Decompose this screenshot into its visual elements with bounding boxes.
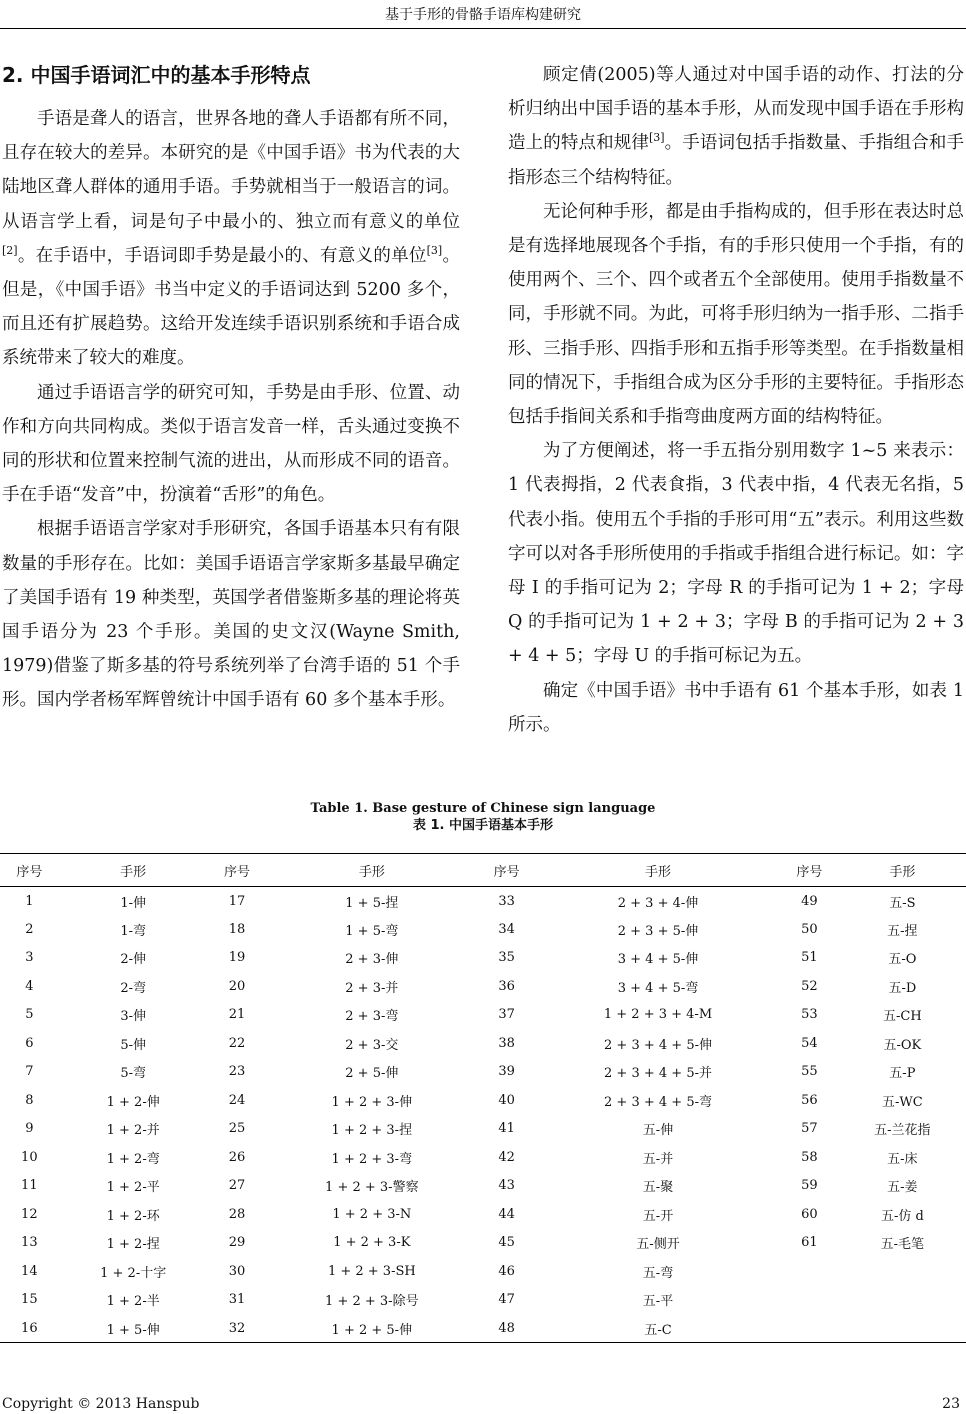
cell-handshape: 3-伸 xyxy=(120,1009,147,1025)
cell-handshape: 1 + 2 + 3-警察 xyxy=(325,1180,419,1196)
table-row xyxy=(0,887,966,916)
cell-index: 44 xyxy=(498,1206,515,1222)
header-handshape: 手形 xyxy=(120,864,147,880)
left-column xyxy=(2,58,460,718)
cell-handshape: 五-O xyxy=(888,952,917,968)
table-body xyxy=(0,887,966,1343)
cell-index: 45 xyxy=(498,1235,515,1251)
cell-index: 58 xyxy=(801,1149,818,1165)
cell-handshape: 1 + 2 + 3-伸 xyxy=(331,1094,413,1110)
cell-handshape: 五-捏 xyxy=(887,923,918,939)
cell-index: 43 xyxy=(498,1178,515,1194)
paragraph-text: 。手语词包括手指数量、手指组合和手指形态三个结构特征。 xyxy=(508,133,965,188)
cell-index: 41 xyxy=(498,1121,515,1137)
cell-handshape: 五-C xyxy=(644,1322,672,1338)
cell-handshape: 2 + 3 + 4-伸 xyxy=(617,895,699,911)
paragraph xyxy=(2,512,460,717)
cell-handshape: 1 + 2-捏 xyxy=(106,1237,160,1253)
paragraph-text: 手语是聋人的语言，世界各地的聋人手语都有所不同，且存在较大的差异。本研究的是《中国手语》书为代表的大陆地区聋人群体的通用手语。手势就相当于一般语言的词。从语言学上看，词是句子中最小的、独立而有意义的单位 xyxy=(2,109,460,232)
cell-handshape: 1 + 2 + 3-除号 xyxy=(325,1294,419,1310)
cell-handshape: 2-弯 xyxy=(120,980,147,996)
cell-handshape: 五-毛笔 xyxy=(880,1237,925,1253)
cell-index: 27 xyxy=(228,1178,246,1194)
cell-index: 61 xyxy=(801,1235,818,1251)
cell-handshape: 五-OK xyxy=(883,1037,922,1053)
cell-index: 3 xyxy=(25,950,34,966)
cell-handshape: 1 + 5-弯 xyxy=(345,923,399,939)
table-row xyxy=(0,1314,966,1343)
cell-index: 9 xyxy=(25,1121,34,1137)
cell-index: 12 xyxy=(21,1206,38,1222)
left-paragraphs xyxy=(2,102,460,718)
paragraph xyxy=(2,376,460,513)
cell-index: 57 xyxy=(801,1121,818,1137)
cell-handshape: 五-开 xyxy=(642,1208,674,1224)
header-handshape: 手形 xyxy=(645,864,672,880)
table-header-row xyxy=(0,854,966,887)
cell-handshape: 1 + 2 + 3-SH xyxy=(327,1263,416,1279)
cell-handshape: 五-兰花指 xyxy=(874,1123,931,1139)
cell-index: 38 xyxy=(498,1035,515,1051)
cell-index: 11 xyxy=(21,1178,38,1194)
cell-index: 7 xyxy=(25,1064,34,1080)
citation: [3] xyxy=(648,131,665,145)
cell-index: 8 xyxy=(25,1092,34,1108)
cell-handshape: 3 + 4 + 5-弯 xyxy=(617,980,699,996)
table-row xyxy=(0,1001,966,1030)
table-caption-zh: 表 1. 中国手语基本手形 xyxy=(412,818,554,833)
paragraph xyxy=(2,102,460,376)
cell-index: 51 xyxy=(801,950,818,966)
cell-index: 6 xyxy=(25,1035,34,1051)
cell-handshape: 1-弯 xyxy=(120,923,147,939)
table-row xyxy=(0,1086,966,1115)
cell-index: 14 xyxy=(21,1263,38,1279)
right-paragraphs xyxy=(508,58,964,742)
header-rule xyxy=(0,28,966,29)
cell-index: 35 xyxy=(498,950,515,966)
cell-handshape: 1 + 2-并 xyxy=(106,1123,160,1139)
cell-handshape: 2 + 3-伸 xyxy=(345,952,399,968)
cell-handshape: 2 + 3-交 xyxy=(345,1037,399,1053)
cell-index: 10 xyxy=(21,1149,38,1165)
cell-handshape: 1 + 5-捏 xyxy=(345,895,399,911)
cell-handshape: 五-S xyxy=(889,895,916,911)
cell-handshape: 1 + 2-环 xyxy=(106,1208,160,1224)
base-handshape-table xyxy=(0,853,966,1343)
cell-index: 47 xyxy=(498,1292,515,1308)
cell-handshape: 五-聚 xyxy=(642,1180,674,1196)
cell-handshape: 1 + 2 + 3-捏 xyxy=(331,1123,413,1139)
cell-handshape: 五-P xyxy=(889,1066,916,1082)
cell-index: 1 xyxy=(25,893,34,909)
cell-handshape: 1 + 2 + 3-弯 xyxy=(331,1151,413,1167)
cell-index: 17 xyxy=(228,893,246,909)
cell-index: 15 xyxy=(21,1292,38,1308)
cell-index: 24 xyxy=(228,1092,246,1108)
header-index: 序号 xyxy=(224,864,251,880)
cell-handshape: 五-仿 d xyxy=(880,1208,924,1224)
cell-handshape: 五-伸 xyxy=(642,1123,674,1139)
table-row xyxy=(0,1172,966,1201)
paragraph-text: 确定《中国手语》书中手语有 61 个基本手形，如表 1 所示。 xyxy=(508,680,964,735)
cell-handshape: 2 + 3 + 5-伸 xyxy=(617,923,699,939)
paragraph-text: 。但是，《中国手语》书当中定义的手语词达到 5200 多个，而且还有扩展趋势。这给开发连续手语识别系统和手语合成系统带来了较大的难度。 xyxy=(2,245,461,369)
section-title: 2. 中国手语词汇中的基本手形特点 xyxy=(2,63,311,87)
cell-handshape: 五-CH xyxy=(883,1009,922,1025)
cell-handshape: 3 + 4 + 5-伸 xyxy=(617,952,699,968)
cell-handshape: 5-伸 xyxy=(120,1037,147,1053)
cell-index: 19 xyxy=(228,950,246,966)
paragraph xyxy=(508,58,964,195)
cell-handshape: 1 + 2 + 3-N xyxy=(332,1206,412,1222)
table-row xyxy=(0,944,966,973)
cell-index: 31 xyxy=(228,1292,246,1308)
cell-index: 4 xyxy=(25,978,34,994)
table-row xyxy=(0,1200,966,1229)
paragraph-text: 无论何种手形，都是由手指构成的，但手形在表达时总是有选择地展现各个手指，有的手形只使用一个手指，有的使用两个、三个、四个或者五个全部使用。使用手指数量不同，手形就不同。为此，可将手形归纳为一指手形、二指手形、三指手形、四指手形和五指手形等类型。在手指数量相同的情况下，手指组合成为区分手形的主要特征。手指形态包括手指间关系和手指弯曲度两方面的结构特征。 xyxy=(508,201,964,428)
cell-index: 36 xyxy=(498,978,515,994)
cell-index: 48 xyxy=(498,1320,515,1336)
right-column xyxy=(508,58,964,742)
table-row xyxy=(0,1229,966,1258)
cell-index: 55 xyxy=(801,1064,818,1080)
citation: [2] xyxy=(2,243,18,257)
cell-handshape: 2 + 3 + 4 + 5-并 xyxy=(604,1066,712,1082)
cell-index: 49 xyxy=(801,893,818,909)
cell-index: 13 xyxy=(21,1235,38,1251)
cell-handshape: 5-弯 xyxy=(120,1066,147,1082)
header-index: 序号 xyxy=(493,864,520,880)
cell-handshape: 1 + 2 + 5-伸 xyxy=(331,1322,413,1338)
cell-index: 32 xyxy=(228,1320,246,1336)
cell-handshape: 五-并 xyxy=(642,1151,674,1167)
cell-index: 5 xyxy=(25,1007,34,1023)
cell-handshape: 1 + 2-弯 xyxy=(106,1151,160,1167)
cell-index: 16 xyxy=(21,1320,38,1336)
cell-index: 54 xyxy=(801,1035,818,1051)
cell-handshape: 五-平 xyxy=(642,1294,674,1310)
cell-handshape: 五-弯 xyxy=(642,1265,674,1281)
cell-handshape: 2 + 3 + 4 + 5-弯 xyxy=(604,1094,712,1110)
cell-index: 42 xyxy=(498,1149,515,1165)
cell-index: 22 xyxy=(228,1035,246,1051)
cell-index: 25 xyxy=(228,1121,246,1137)
page-number: 23 xyxy=(942,1396,960,1412)
table-row xyxy=(0,1257,966,1286)
cell-index xyxy=(780,1314,839,1343)
citation: [3] xyxy=(426,243,443,257)
paragraph xyxy=(508,195,964,434)
cell-index: 34 xyxy=(498,921,515,937)
cell-index: 40 xyxy=(498,1092,515,1108)
header-index: 序号 xyxy=(796,864,823,880)
cell-index: 52 xyxy=(801,978,818,994)
table-row xyxy=(0,1286,966,1315)
cell-handshape: 1-伸 xyxy=(120,895,147,911)
cell-handshape: 五-床 xyxy=(887,1151,918,1167)
cell-handshape xyxy=(839,1314,966,1343)
header-index: 序号 xyxy=(16,864,43,880)
cell-index: 18 xyxy=(228,921,246,937)
paragraph-text: 为了方便阐述，将一手五指分别用数字 1~5 来表示：1 代表拇指，2 代表食指，3 代表中指，4 代表无名指，5 代表小指。使用五个手指的手形可用“五”表示。利用这些数字可以对各手形所使用的手指或手指组合进行标记。如：字母 I 的手指可记为 2；字母 R 的手指可记为 1 + 2；字母 Q 的手指可记为 1 + 2 + 3；字母 B 的手指可记为 2 + 3 + 4 + 5；字母 U 的手指可标记为五。 xyxy=(508,441,964,667)
cell-index: 46 xyxy=(498,1263,515,1279)
cell-index: 29 xyxy=(228,1235,246,1251)
cell-index: 37 xyxy=(498,1007,515,1023)
cell-handshape: 五-姜 xyxy=(887,1180,918,1196)
header-handshape: 手形 xyxy=(889,864,916,880)
table-row xyxy=(0,1115,966,1144)
cell-handshape: 1 + 2 + 3 + 4-M xyxy=(603,1007,713,1023)
cell-handshape xyxy=(839,1286,966,1315)
paragraph-text: 顾定倩(2005)等人通过对中国手语的动作、打法的分析归纳出中国手语的基本手形，从而发现中国手语在手形构造上的特点和规律 xyxy=(508,65,964,154)
header-handshape: 手形 xyxy=(358,864,385,880)
cell-index: 59 xyxy=(801,1178,818,1194)
cell-handshape: 五-WC xyxy=(882,1094,923,1110)
cell-handshape: 2-伸 xyxy=(120,952,147,968)
table-row xyxy=(0,1029,966,1058)
cell-handshape: 五-D xyxy=(888,980,917,996)
cell-index: 56 xyxy=(801,1092,818,1108)
paragraph xyxy=(508,674,964,742)
cell-index: 39 xyxy=(498,1064,515,1080)
table-row xyxy=(0,972,966,1001)
cell-handshape: 1 + 2-伸 xyxy=(106,1094,160,1110)
cell-index: 60 xyxy=(801,1206,818,1222)
table-row xyxy=(0,1143,966,1172)
cell-index: 20 xyxy=(228,978,246,994)
cell-index: 50 xyxy=(801,921,818,937)
cell-index xyxy=(780,1257,839,1286)
paragraph-text: 通过手语语言学的研究可知，手势是由手形、位置、动作和方向共同构成。类似于语言发音一样，舌头通过变换不同的形状和位置来控制气流的进出，从而形成不同的语音。手在手语“发音”中，扮演着“舌形”的角色。 xyxy=(2,382,460,506)
cell-handshape: 2 + 3-弯 xyxy=(345,1009,399,1025)
cell-index: 28 xyxy=(228,1206,246,1222)
paragraph-text: 。在手语中，手语词即手势是最小的、有意义的单位 xyxy=(17,245,427,266)
cell-handshape xyxy=(839,1257,966,1286)
cell-index: 33 xyxy=(498,893,515,909)
cell-index xyxy=(780,1286,839,1315)
running-head: 基于手形的骨骼手语库构建研究 xyxy=(385,7,581,23)
table-caption-en: Table 1. Base gesture of Chinese sign language xyxy=(310,801,656,816)
cell-index: 23 xyxy=(228,1064,246,1080)
table-row xyxy=(0,1058,966,1087)
table-caption xyxy=(0,800,966,834)
paragraph-text: 根据手语语言学家对手形研究，各国手语基本只有有限数量的手形存在。比如：美国手语语言学家斯多基最早确定了美国手语有 19 种类型，英国学者借鉴斯多基的理论将英国手语分为 23 个手形。美国的史文汉(Wayne Smith, 1979)借鉴了斯多基的符号系统列举了台湾手语的 51 个手形。国内学者杨军辉曾统计中国手语有 60 多个基本手形。 xyxy=(2,519,460,711)
cell-handshape: 五-侧开 xyxy=(636,1237,680,1253)
cell-handshape: 1 + 2 + 3-K xyxy=(333,1235,411,1251)
cell-index: 2 xyxy=(25,921,34,937)
cell-handshape: 2 + 5-伸 xyxy=(345,1066,399,1082)
cell-index: 21 xyxy=(228,1007,246,1023)
cell-handshape: 1 + 2-十字 xyxy=(100,1265,167,1281)
cell-handshape: 2 + 3-并 xyxy=(345,980,399,996)
cell-handshape: 1 + 5-伸 xyxy=(106,1322,160,1338)
cell-handshape: 2 + 3 + 4 + 5-伸 xyxy=(604,1037,712,1053)
cell-index: 30 xyxy=(228,1263,246,1279)
table-row xyxy=(0,915,966,944)
copyright: Copyright © 2013 Hanspub xyxy=(2,1396,200,1412)
cell-handshape: 1 + 2-半 xyxy=(106,1294,160,1310)
cell-index: 53 xyxy=(801,1007,818,1023)
cell-index: 26 xyxy=(228,1149,246,1165)
paragraph xyxy=(508,434,964,673)
cell-handshape: 1 + 2-平 xyxy=(106,1180,160,1196)
